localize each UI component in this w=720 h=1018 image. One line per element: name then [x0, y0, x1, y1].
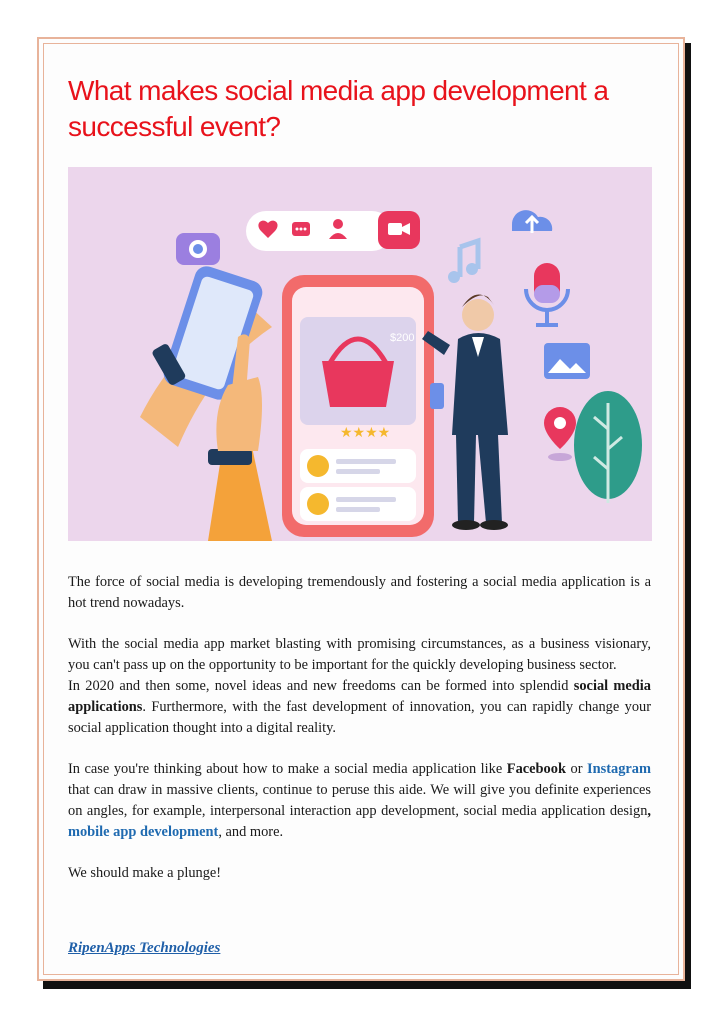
video-icon	[378, 211, 420, 249]
social-media-applications-text: social media applications	[68, 678, 652, 715]
svg-text:★★★★: ★★★★	[340, 425, 391, 441]
paragraph-howto-start: In case you're thinking about how to make a social media application like	[68, 761, 507, 777]
hero-illustration	[68, 167, 652, 541]
instagram-link[interactable]: Instagram	[587, 761, 651, 777]
main-phone-icon	[282, 275, 434, 537]
paragraph-howto-middle: that can draw in massive clients, continue to peruse this aide. We will give you definite experiences on angles, for example, interpersonal interaction app development, social media application design	[68, 782, 651, 819]
paragraph-ideas-start: In 2020 and then some, novel ideas and new freedoms can be formed into splendid	[68, 678, 574, 694]
page-title: What makes social media app development a successful event?	[68, 75, 609, 142]
reactions-bubble-icon	[246, 211, 392, 251]
svg-text:$200: $200	[390, 332, 415, 344]
paragraph-howto-end: , and more.	[218, 824, 284, 840]
comma-text: ,	[647, 803, 651, 819]
picture-icon	[544, 343, 590, 379]
paragraph-closing: We should make a plunge!	[68, 865, 222, 881]
camera-icon	[176, 233, 220, 265]
facebook-text: Facebook	[506, 761, 566, 777]
mobile-app-development-link[interactable]: mobile app development	[68, 824, 219, 840]
paragraph-intro: The force of social media is developing tremendously and fostering a social media application is a hot trend nowadays.	[68, 574, 651, 611]
paragraph-ideas-end: . Furthermore, with the fast development of innovation, you can rapidly change your social application thought into a digital reality.	[68, 699, 651, 736]
paragraph-market: With the social media app market blasting with promising circumstances, as a business visionary, you can't pass up on the opportunity to be important for the quickly developing business sector.	[68, 636, 651, 673]
or-text: or	[565, 761, 588, 777]
paragraph-howto	[68, 759, 651, 843]
company-link[interactable]: RipenApps Technologies	[68, 940, 221, 956]
article-body	[68, 572, 651, 884]
paragraph-ideas	[68, 676, 651, 739]
